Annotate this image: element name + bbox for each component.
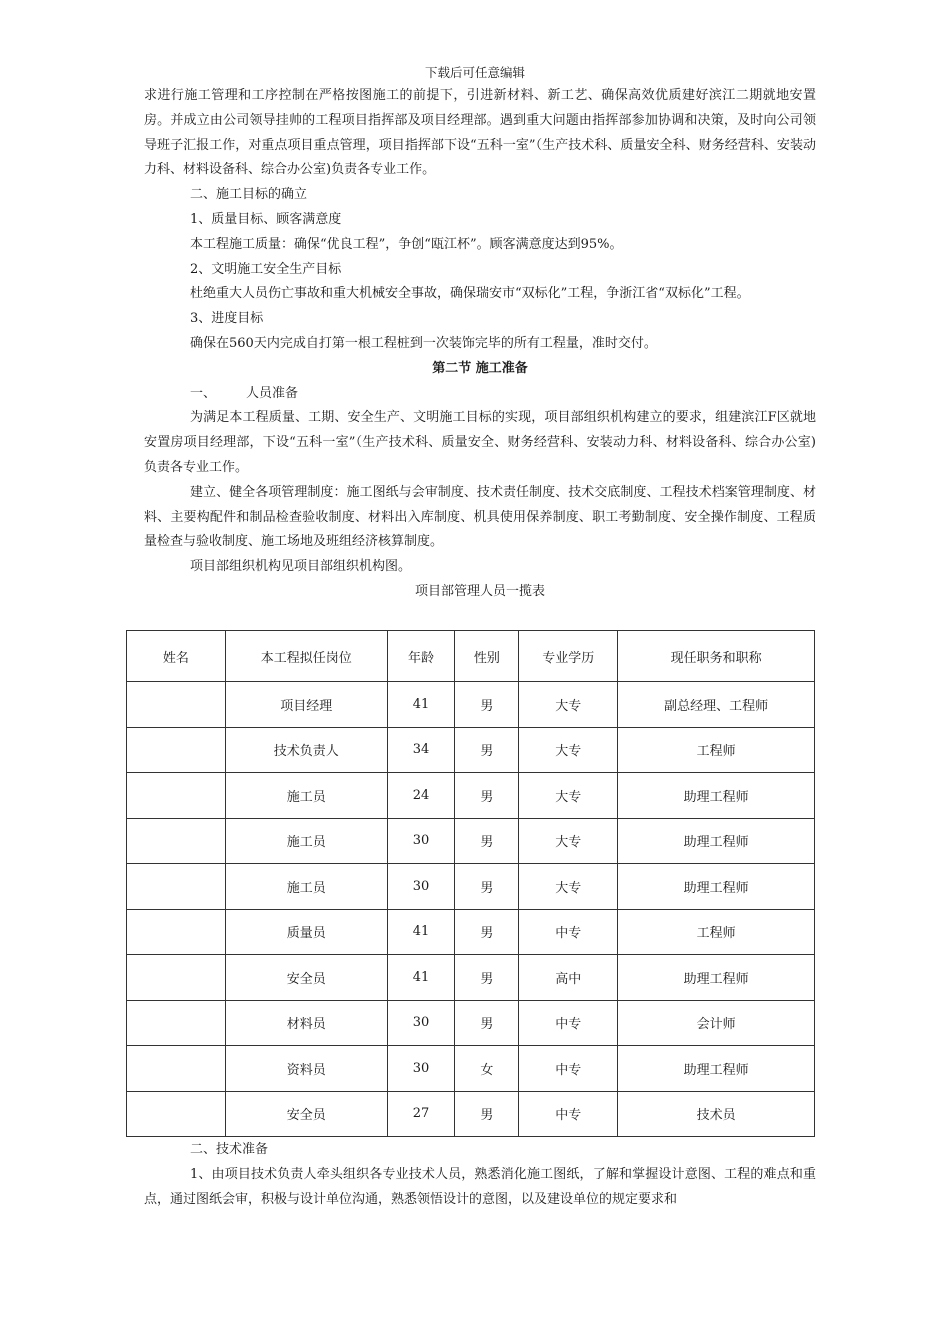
cell-gender: 男	[455, 1000, 519, 1046]
cell-position: 质量员	[225, 909, 387, 955]
paragraph-management-systems: 建立、健全各项管理制度：施工图纸与会审制度、技术责任制度、技术交底制度、工程技术档案管理制度、材料、主要构配件和制品检查验收制度、材料出入库制度、机具使用保养制度、职工考勤制度、安全操作制度、工程质量检查与验收制度、施工场地及班组经济核算制度。	[144, 484, 816, 550]
cell-name	[127, 1046, 226, 1092]
subheading-safety: 2、文明施工安全生产目标	[190, 261, 342, 277]
cell-name	[127, 864, 226, 910]
section-title: 第二节 施工准备	[432, 360, 528, 376]
cell-current-title: 技术员	[618, 1091, 815, 1137]
cell-education: 大专	[519, 864, 618, 910]
cell-age: 41	[387, 909, 455, 955]
cell-education: 大专	[519, 773, 618, 819]
cell-education: 中专	[519, 1046, 618, 1092]
page-header: 下载后可任意编辑	[424, 65, 525, 80]
table-row	[127, 773, 815, 819]
cell-current-title: 助理工程师	[618, 773, 815, 819]
cell-age: 41	[387, 955, 455, 1001]
cell-age: 30	[387, 818, 455, 864]
table-row	[127, 1091, 815, 1137]
table-row	[127, 1000, 815, 1046]
cell-education: 中专	[519, 909, 618, 955]
cell-name	[127, 818, 226, 864]
header-position: 本工程拟任岗位	[225, 631, 387, 682]
cell-gender: 男	[455, 955, 519, 1001]
cell-education: 高中	[519, 955, 618, 1001]
cell-name	[127, 727, 226, 773]
cell-education: 中专	[519, 1091, 618, 1137]
table-title: 项目部管理人员一揽表	[414, 583, 545, 599]
paragraph-tech-prep: 1、由项目技术负责人牵头组织各专业技术人员，熟悉消化施工图纸，了解和掌握设计意图、工程的难点和重点，通过图纸会审，积极与设计单位沟通，熟悉领悟设计的意图，以及建设单位的规定要求和	[144, 1166, 816, 1207]
cell-position: 施工员	[225, 818, 387, 864]
heading-personnel-number: 一、	[190, 385, 217, 401]
cell-gender: 男	[455, 909, 519, 955]
cell-position: 项目经理	[225, 682, 387, 728]
cell-position: 安全员	[225, 1091, 387, 1137]
cell-education: 大专	[519, 727, 618, 773]
table-row	[127, 682, 815, 728]
cell-position: 材料员	[225, 1000, 387, 1046]
cell-name	[127, 1091, 226, 1137]
cell-age: 24	[387, 773, 455, 819]
paragraph-safety: 杜绝重大人员伤亡事故和重大机械安全事故，确保瑞安市“双标化”工程，争浙江省“双标化”工程。	[190, 286, 750, 302]
cell-position: 资料员	[225, 1046, 387, 1092]
cell-current-title: 助理工程师	[618, 864, 815, 910]
cell-position: 技术负责人	[225, 727, 387, 773]
cell-current-title: 工程师	[618, 727, 815, 773]
cell-gender: 男	[455, 727, 519, 773]
cell-current-title: 助理工程师	[618, 818, 815, 864]
cell-gender: 男	[455, 682, 519, 728]
header-age: 年龄	[387, 631, 455, 682]
cell-education: 大专	[519, 682, 618, 728]
cell-gender: 男	[455, 818, 519, 864]
cell-position: 施工员	[225, 773, 387, 819]
cell-gender: 女	[455, 1046, 519, 1092]
cell-current-title: 会计师	[618, 1000, 815, 1046]
subheading-quality: 1、质量目标、顾客满意度	[190, 211, 342, 227]
cell-age: 41	[387, 682, 455, 728]
main-body	[144, 84, 816, 605]
cell-education: 大专	[519, 818, 618, 864]
cell-age: 27	[387, 1091, 455, 1137]
cell-current-title: 助理工程师	[618, 1046, 815, 1092]
table-row	[127, 955, 815, 1001]
cell-gender: 男	[455, 773, 519, 819]
cell-position: 安全员	[225, 955, 387, 1001]
cell-current-title: 副总经理、工程师	[618, 682, 815, 728]
heading-goals: 二、施工目标的确立	[190, 187, 308, 203]
paragraph-quality: 本工程施工质量：确保“优良工程”，争创“瓯江杯”。顾客满意度达到95%。	[190, 236, 623, 252]
table-row	[127, 864, 815, 910]
table-row	[127, 727, 815, 773]
cell-position: 施工员	[225, 864, 387, 910]
heading-personnel	[144, 382, 816, 407]
cell-gender: 男	[455, 1091, 519, 1137]
cell-age: 30	[387, 1046, 455, 1092]
heading-personnel-text: 人员准备	[246, 385, 299, 401]
staff-table	[126, 630, 815, 1137]
cell-age: 30	[387, 864, 455, 910]
cell-age: 34	[387, 727, 455, 773]
table-row	[127, 1046, 815, 1092]
cell-age: 30	[387, 1000, 455, 1046]
paragraph-intro: 求进行施工管理和工序控制在严格按图施工的前提下，引进新材料、新工艺、确保高效优质建好滨江二期就地安置房。并成立由公司领导挂帅的工程项目指挥部及项目经理部。遇到重大问题由指挥部参加协调和决策，及时向公司领导班子汇报工作，对重点项目重点管理，项目指挥部下设“五科一室”（生产技术科、质量安全科、财务经营科、安装动力科、材料设备科、综合办公室)负责各专业工作。	[144, 88, 816, 178]
header-current-title: 现任职务和职称	[618, 631, 815, 682]
cell-name	[127, 1000, 226, 1046]
cell-current-title: 助理工程师	[618, 955, 815, 1001]
paragraph-schedule: 确保在560天内完成自打第一根工程桩到一次装饰完毕的所有工程量，准时交付。	[190, 335, 657, 351]
header-gender: 性别	[455, 631, 519, 682]
heading-tech-prep: 二、技术准备	[190, 1142, 269, 1157]
header-name: 姓名	[127, 631, 226, 682]
paragraph-organization: 为满足本工程质量、工期、安全生产、文明施工目标的实现，项目部组织机构建立的要求，组建滨江F区就地安置房项目经理部，下设“五科一室”（生产技术科、质量安全、财务经营科、安装动力科、材料设备科、综合办公室)负责各专业工作。	[144, 410, 816, 475]
cell-name	[127, 955, 226, 1001]
paragraph-org-chart-ref: 项目部组织机构见项目部组织机构图。	[190, 559, 412, 575]
cell-name	[127, 682, 226, 728]
cell-name	[127, 909, 226, 955]
tech-prep-section	[144, 1138, 816, 1212]
table-header-row	[127, 631, 815, 682]
table-row	[127, 909, 815, 955]
subheading-schedule: 3、进度目标	[190, 311, 264, 327]
cell-name	[127, 773, 226, 819]
cell-education: 中专	[519, 1000, 618, 1046]
cell-gender: 男	[455, 864, 519, 910]
header-education: 专业学历	[519, 631, 618, 682]
cell-current-title: 工程师	[618, 909, 815, 955]
table-row	[127, 818, 815, 864]
